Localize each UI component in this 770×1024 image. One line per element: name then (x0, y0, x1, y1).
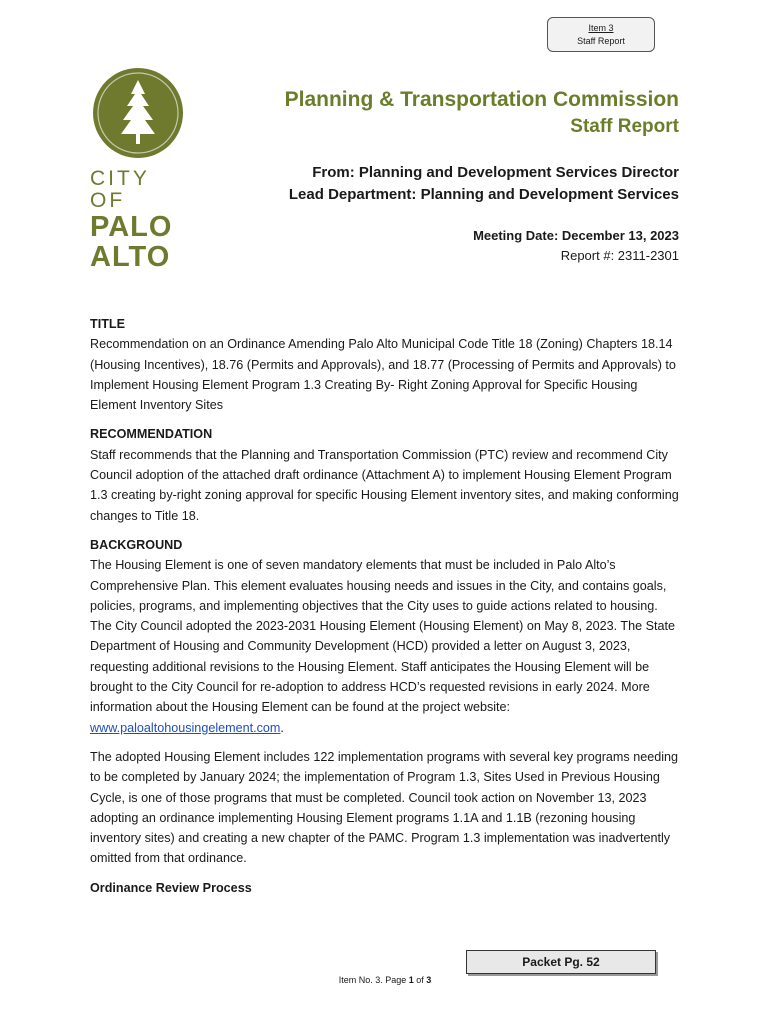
footer-prefix: Item No. 3. Page (338, 975, 409, 985)
meeting-date: Meeting Date: December 13, 2023 (473, 228, 679, 243)
commission-title: Planning & Transportation Commission (284, 88, 679, 111)
logo-palo: PALO (90, 211, 173, 243)
footer-of: of (413, 975, 427, 985)
item-badge-label: Staff Report (577, 36, 625, 46)
background-text: The Housing Element is one of seven mandatory elements that must be included in Palo Alto’s Comprehensive Plan. This element evaluates housing needs and issues in the City, and contains goals, policies, programs, and implementing objectives that the City uses to guide actions related to housing. The City Council adopted the 2023-2031 Housing Element (Housing Element) on May 8, 2023. The State Department of Housing and Community Development (HCD) provided a letter on August 3, 2023, requesting additional revisions to the Housing Element. Staff anticipates the Housing Element will be brought to the City Council for re-adoption to address HCD’s requested revisions in early 2024. More information about the Housing Element can be found at the project website: (90, 558, 676, 715)
ordinance-review-heading: Ordinance Review Process (90, 880, 252, 895)
logo-city-of: CITY OF (90, 167, 150, 212)
report-body (90, 314, 682, 898)
lead-department: Lead Department: Planning and Development Services (288, 186, 679, 203)
from-line: From: Planning and Development Services Director (312, 164, 679, 181)
background-period: . (280, 720, 284, 735)
title-section (90, 314, 682, 415)
packet-page-badge: Packet Pg. 52 (466, 950, 656, 974)
title-heading: TITLE (90, 317, 125, 331)
footer-page: 1 (408, 975, 414, 985)
logo-alto: ALTO (90, 241, 171, 273)
background-heading: BACKGROUND (90, 537, 183, 552)
city-logo (90, 68, 186, 272)
recommendation-section (90, 424, 682, 525)
footer-total: 3 (426, 975, 432, 985)
recommendation-heading: RECOMMENDATION (90, 427, 213, 442)
housing-element-website-link[interactable]: www.paloaltohousingelement.com (90, 720, 281, 735)
item-badge (547, 17, 655, 52)
background-paragraph-2: The adopted Housing Element includes 122 implementation programs with several key programs needing to be completed by January 2024; the implementation of Program 1.3, Sites Used in Previous Housing Cycle, is one of those programs that must be completed. Council took action on November 13, 2023 adopting an ordinance implementing Housing Element programs 1.1A and 1.1B (rezoning housing inventory sites) and creating a new chapter of the PAMC. Program 1.3 implementation was inadvertently omitted from that ordinance. (90, 749, 679, 866)
title-text: Recommendation on an Ordinance Amending Palo Alto Municipal Code Title 18 (Zoning) Chapters 18.14 (Housing Incentives), 18.76 (Permits and Approvals), and 18.77 (Processing of Permits and Approvals) to Implement Housing Element Program 1.3 Creating By- Right Zoning Approval for Specific Housing Element Inventory Sites (90, 337, 676, 413)
page-footer (0, 975, 770, 985)
staff-report-title: Staff Report (570, 116, 679, 137)
recommendation-text: Staff recommends that the Planning and Transportation Commission (PTC) review and recommend City Council adoption of the attached draft ordinance (Attachment A) to implement Housing Element Program 1.3 creating by-right zoning approval for specific Housing Element inventory sites, and making conforming changes to Title 18. (90, 447, 679, 523)
item-number: Item 3 (588, 23, 614, 33)
tree-emblem-icon (93, 68, 183, 158)
report-number: Report #: 2311-2301 (560, 248, 679, 263)
background-section (90, 535, 682, 738)
report-header (285, 86, 679, 266)
background-paragraph-1 (90, 555, 682, 738)
